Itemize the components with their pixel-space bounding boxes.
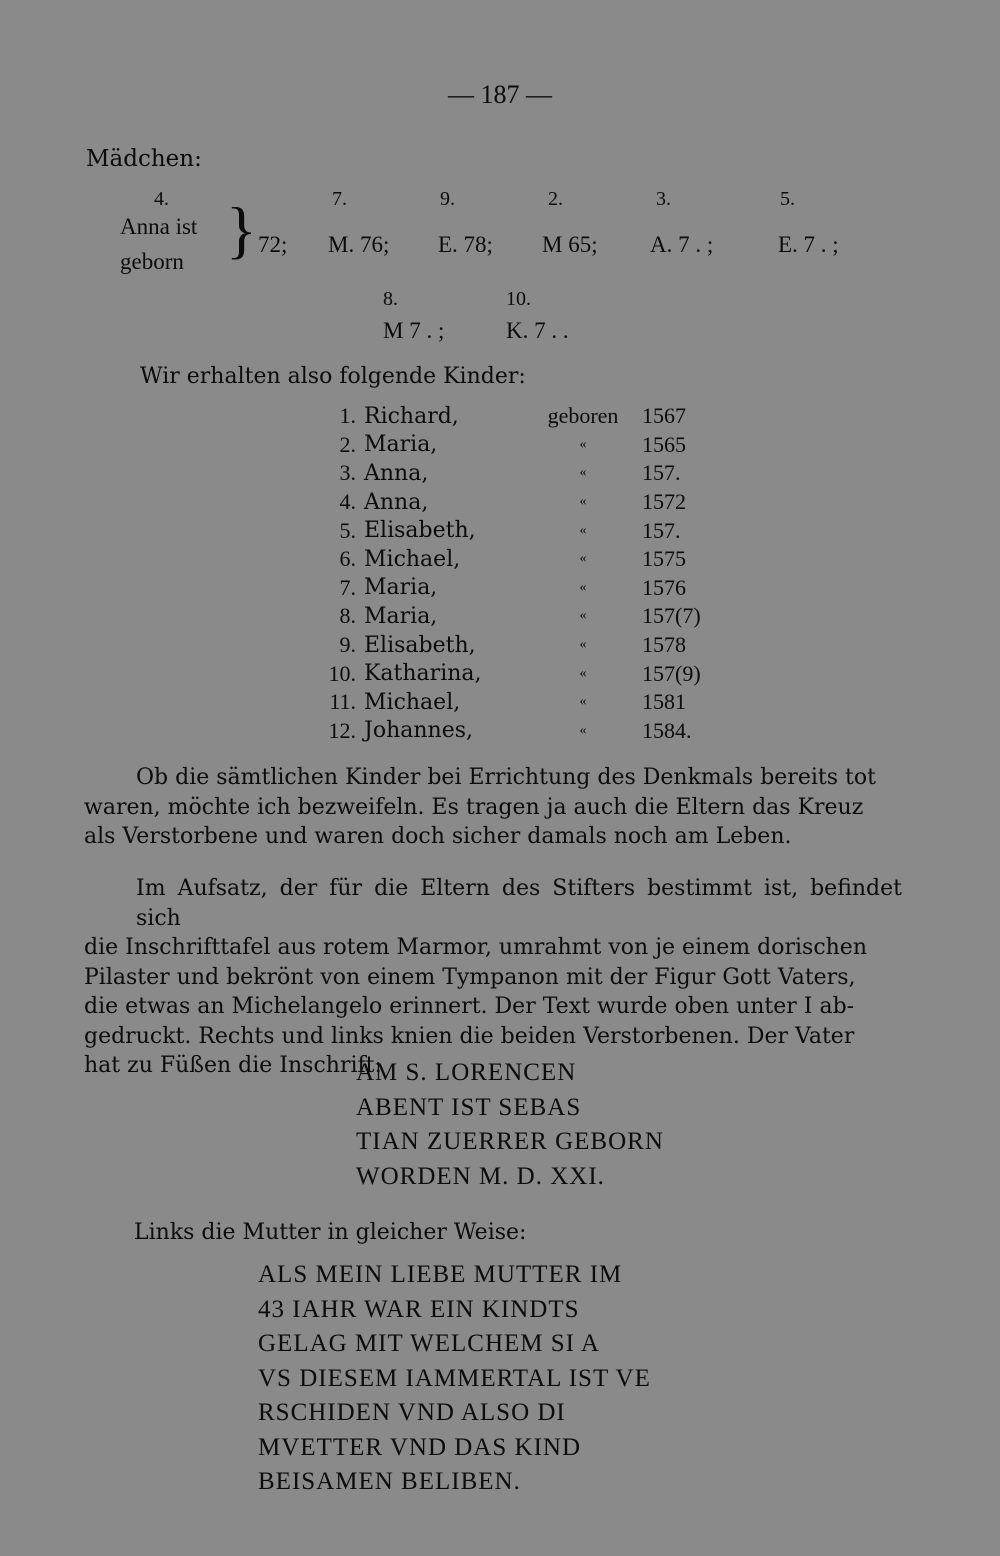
kinder-geboren: « — [579, 722, 587, 738]
kinder-geboren: « — [579, 665, 587, 681]
inscription-line: MVETTER VND DAS KIND — [258, 1433, 582, 1461]
kinder-geboren: « — [579, 522, 587, 538]
kinder-row — [318, 659, 714, 688]
kinder-year: 157. — [642, 460, 681, 486]
inscription-line: WORDEN M. D. XXI. — [356, 1162, 605, 1190]
inscription-line: VS DIESEM IAMMERTAL IST VE — [258, 1364, 651, 1392]
kinder-name: Maria, — [364, 432, 438, 458]
kinder-name: Michael, — [364, 546, 461, 572]
birth-value: A. 7 . ; — [650, 232, 714, 257]
kinder-geboren: geboren — [547, 403, 619, 429]
kinder-geboren: « — [579, 579, 587, 595]
kinder-row — [318, 459, 714, 488]
inscription-line: AM S. LORENCEN — [356, 1059, 577, 1086]
kinder-row — [318, 545, 714, 574]
kinder-number: 8. — [339, 603, 356, 629]
mutter-intro: Links die Mutter in gleicher Weise: — [134, 1220, 527, 1245]
kinder-geboren: « — [579, 551, 587, 567]
kinder-name: Elisabeth, — [364, 632, 476, 658]
inscription-line: GELAG MIT WELCHEM SI A — [258, 1330, 600, 1357]
brace-symbol: } — [226, 194, 257, 265]
kinder-year: 1576 — [642, 574, 686, 600]
child-number: 4. — [154, 188, 169, 210]
kinder-row — [318, 688, 714, 717]
page-number: — 187 — — [448, 80, 552, 109]
text-line: waren, möchte ich bezweifeln. Es tragen ja auch die Eltern das Kreuz — [84, 794, 864, 820]
kinder-number: 1. — [339, 403, 356, 429]
kinder-year: 157. — [642, 517, 681, 543]
kinder-name: Michael, — [364, 689, 461, 715]
birth-value: M 65; — [542, 232, 598, 257]
text-line: Pilaster und bekrönt von einem Tympanon mit der Figur Gott Vaters, — [84, 964, 856, 990]
kinder-intro: Wir erhalten also folgende Kinder: — [140, 364, 526, 389]
kinder-year: 1567 — [642, 403, 686, 429]
text-line: die Inschrifttafel aus rotem Marmor, umrahmt von je einem dorischen — [84, 935, 867, 960]
kinder-number: 2. — [339, 431, 356, 457]
kinder-row — [318, 516, 714, 545]
kinder-number: 6. — [339, 546, 356, 572]
kinder-year: 1584. — [642, 717, 692, 743]
inscription-father — [356, 1056, 664, 1194]
text-line: hat zu Füßen die Inschrift: — [84, 1053, 382, 1078]
text-line: Im Aufsatz, der für die Eltern des Stifters bestimmt ist, befindet sich — [136, 876, 902, 931]
kinder-geboren: « — [579, 465, 587, 481]
kinder-row — [318, 488, 714, 517]
paragraph-2 — [84, 874, 902, 1081]
child-number: 2. — [548, 188, 563, 210]
child-number: 5. — [780, 188, 795, 210]
text-line: gedruckt. Rechts und links knien die beiden Verstorbenen. Der Vater — [84, 1023, 855, 1049]
kinder-year: 1578 — [642, 632, 686, 658]
birth-value: M 7 . ; — [383, 318, 445, 343]
kinder-row — [318, 602, 714, 631]
kinder-row — [318, 717, 714, 746]
inscription-line: 43 IAHR WAR EIN KINDTS — [258, 1295, 580, 1323]
inscription-line: BEISAMEN BELIBEN. — [258, 1468, 521, 1495]
birth-value: K. 7 . . — [506, 318, 569, 343]
geborn-label: geborn — [120, 249, 184, 274]
kinder-year: 157(9) — [642, 660, 701, 686]
anna-ist-label: Anna ist — [120, 214, 198, 239]
birth-value: E. 7 . ; — [778, 232, 839, 257]
kinder-name: Katharina, — [364, 661, 482, 687]
kinder-number: 4. — [339, 489, 356, 515]
kinder-year: 1575 — [642, 546, 686, 572]
kinder-year: 1565 — [642, 431, 686, 457]
kinder-name: Anna, — [364, 489, 429, 515]
kinder-number: 11. — [329, 689, 356, 715]
kinder-row — [318, 631, 714, 660]
kinder-number: 5. — [339, 517, 356, 543]
paragraph-1 — [84, 763, 902, 852]
text-line: Ob die sämtlichen Kinder bei Errichtung des Denkmals bereits tot — [136, 765, 876, 790]
child-number: 8. — [383, 288, 398, 310]
birth-value: E. 78; — [438, 232, 493, 257]
inscription-line: RSCHIDEN VND ALSO DI — [258, 1399, 566, 1426]
kinder-name: Anna, — [364, 460, 429, 486]
kinder-geboren: « — [579, 608, 587, 624]
kinder-number: 9. — [339, 632, 356, 658]
text-line: als Verstorbene und waren doch sicher damals noch am Leben. — [84, 824, 792, 849]
text-line: die etwas an Michelangelo erinnert. Der Text wurde oben unter I ab- — [84, 994, 855, 1019]
kinder-year: 1572 — [642, 489, 686, 515]
kinder-year: 157(7) — [642, 603, 701, 629]
inscription-mother — [258, 1258, 651, 1500]
inscription-line: TIAN ZUERRER GEBORN — [356, 1128, 664, 1155]
birth-value: 72; — [258, 232, 288, 257]
kinder-name: Maria, — [364, 603, 438, 629]
kinder-row — [318, 431, 714, 460]
kinder-name: Elisabeth, — [364, 518, 476, 544]
kinder-year: 1581 — [642, 689, 686, 715]
kinder-geboren: « — [579, 637, 587, 653]
inscription-line: ALS MEIN LIEBE MUTTER IM — [258, 1261, 623, 1288]
child-number: 7. — [332, 188, 347, 210]
inscription-line: ABENT IST SEBAS — [356, 1093, 582, 1121]
kinder-name: Johannes, — [364, 718, 473, 744]
kinder-name: Maria, — [364, 575, 438, 601]
kinder-row — [318, 402, 714, 431]
kinder-row — [318, 574, 714, 603]
maedchen-heading: Mädchen: — [86, 146, 202, 172]
kinder-number: 7. — [339, 574, 356, 600]
kinder-number: 12. — [328, 717, 356, 743]
child-number: 9. — [440, 188, 455, 210]
child-number: 10. — [506, 288, 531, 310]
child-number: 3. — [656, 188, 671, 210]
birth-value: M. 76; — [328, 232, 390, 257]
kinder-list — [318, 402, 714, 745]
kinder-geboren: « — [579, 694, 587, 710]
kinder-number: 10. — [328, 660, 356, 686]
kinder-geboren: « — [579, 436, 587, 452]
kinder-geboren: « — [579, 494, 587, 510]
kinder-name: Richard, — [364, 403, 459, 429]
kinder-number: 3. — [339, 460, 356, 486]
